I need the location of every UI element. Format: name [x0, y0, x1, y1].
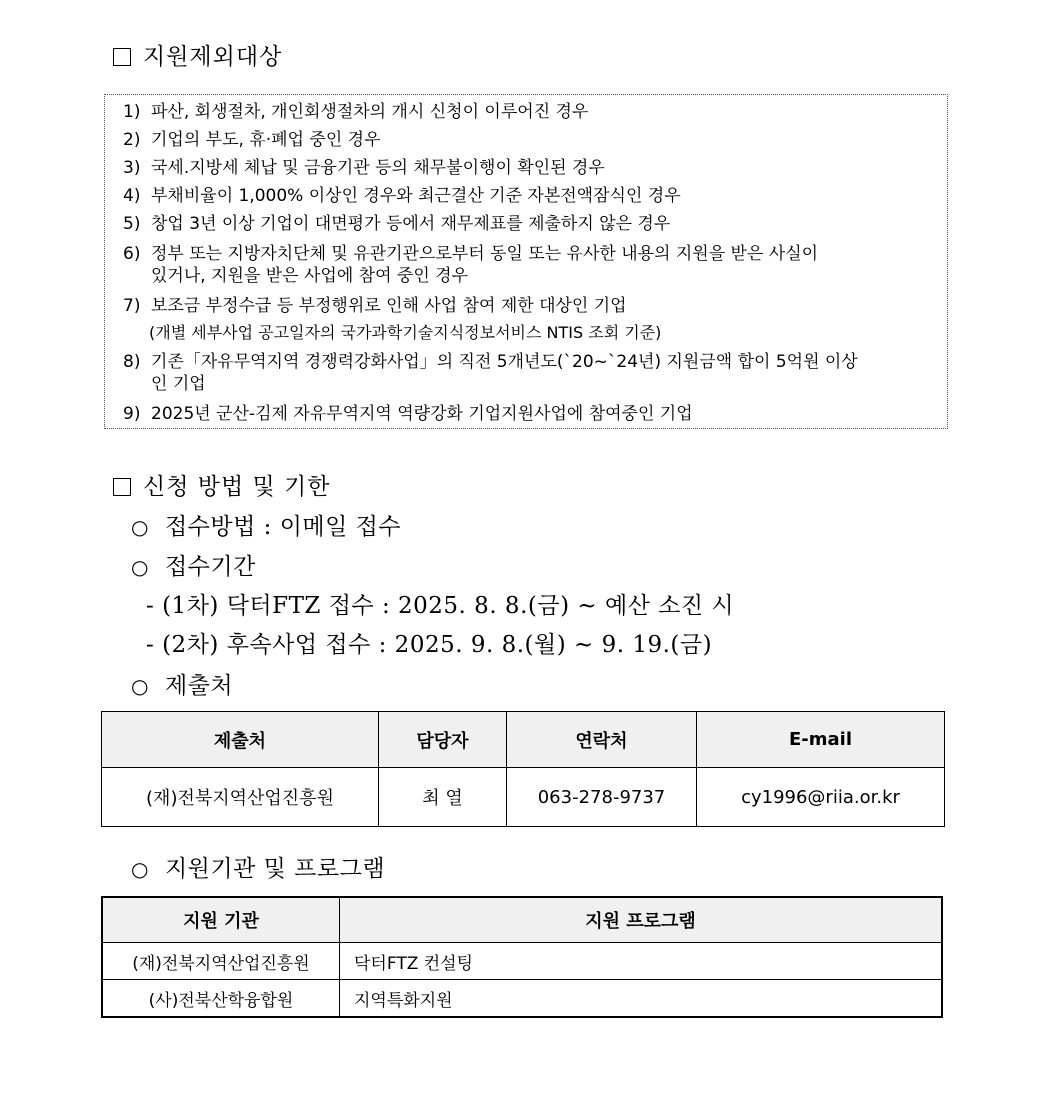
round-2-period: - (2차) 후속사업 접수 : 2025. 9. 8.(월) ~ 9. 19.(금) [146, 632, 713, 658]
table-header: 지원 기관 [102, 897, 340, 943]
list-item: 1) 파산, 회생절차, 개인회생절차의 개시 신청이 이루어진 경우 [123, 102, 589, 122]
bullet-circle-icon: ○ [131, 555, 149, 579]
list-item: 5) 창업 3년 이상 기업이 대면평가 등에서 재무제표를 제출하지 않은 경우 [123, 214, 671, 234]
table-header: E-mail [697, 712, 945, 768]
programs-table [101, 896, 943, 1018]
bullet-circle-icon: ○ [131, 515, 149, 539]
list-item: 3) 국세.지방세 체납 및 금융기관 등의 채무불이행이 확인된 경우 [123, 158, 605, 178]
list-item: 2) 기업의 부도, 휴·폐업 중인 경우 [123, 130, 381, 150]
list-item: 8) 기존「자유무역지역 경쟁력강화사업」의 직전 5개년도(`20~`24년) 지원금액 합이 5억원 이상 [123, 352, 858, 372]
table-cell: 063-278-9737 [507, 768, 697, 827]
list-item: 4) 부채비율이 1,000% 이상인 경우와 최근결산 기준 자본전액잠식인 경우 [123, 186, 681, 206]
list-item: 9) 2025년 군산-김제 자유무역지역 역량강화 기업지원사업에 참여중인 기업 [123, 404, 693, 424]
section-heading-application [113, 468, 330, 501]
table-row [102, 768, 945, 827]
checkbox-square-icon [113, 48, 131, 66]
table-row [102, 980, 942, 1018]
list-item-continuation: 인 기업 [151, 374, 206, 394]
application-period: ○ 접수기간 [131, 554, 256, 580]
list-item-continuation: 있거나, 지원을 받은 사업에 참여 중인 경우 [151, 266, 469, 286]
table-header: 제출처 [102, 712, 379, 768]
submission-table [101, 711, 945, 827]
table-cell: 최 열 [379, 768, 507, 827]
section-title: 지원제외대상 [143, 44, 283, 70]
table-header: 연락처 [507, 712, 697, 768]
programs-label: ○ 지원기관 및 프로그램 [131, 856, 386, 882]
list-item: 7) 보조금 부정수급 등 부정행위로 인해 사업 참여 제한 대상인 기업 [123, 296, 627, 316]
email-cell: cy1996@riia.or.kr [697, 768, 945, 827]
table-cell: (사)전북산학융합원 [102, 980, 340, 1018]
table-cell: (재)전북지역산업진흥원 [102, 768, 379, 827]
section-heading-exclusions [113, 38, 282, 71]
round-1-period: - (1차) 닥터FTZ 접수 : 2025. 8. 8.(금) ~ 예산 소진 시 [146, 593, 735, 619]
section-title: 신청 방법 및 기한 [143, 474, 331, 500]
checkbox-square-icon [113, 478, 131, 496]
table-cell: 지역특화지원 [340, 980, 943, 1018]
bullet-circle-icon: ○ [131, 674, 149, 698]
list-item: 6) 정부 또는 지방자치단체 및 유관기관으로부터 동일 또는 유사한 내용의 지원을 받은 사실이 [123, 244, 819, 264]
bullet-circle-icon: ○ [131, 857, 149, 881]
table-row [102, 943, 942, 980]
table-header: 담당자 [379, 712, 507, 768]
table-cell: 닥터FTZ 컨설팅 [340, 943, 943, 980]
table-cell: (재)전북지역산업진흥원 [102, 943, 340, 980]
table-header: 지원 프로그램 [340, 897, 943, 943]
application-method: ○ 접수방법 : 이메일 접수 [131, 514, 402, 540]
exclusion-list-box [104, 94, 948, 429]
list-item-note: (개별 세부사업 공고일자의 국가과학기술지식정보서비스 NTIS 조회 기준) [149, 323, 662, 342]
submit-to-label: ○ 제출처 [131, 673, 234, 699]
